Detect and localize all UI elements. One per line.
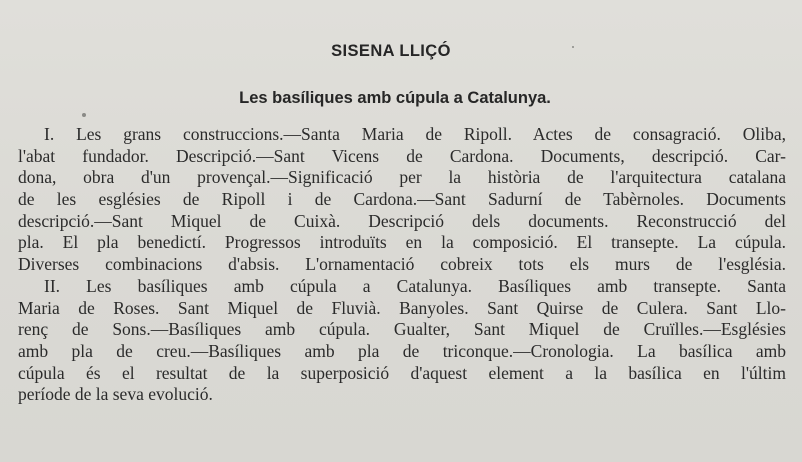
text-line: amb pla de creu.—Basíliques amb pla de triconque.—Cronologia. La basílica amb xyxy=(18,340,786,361)
lesson-body xyxy=(18,124,786,406)
text-line: cúpula és el resultat de la superposició d'aquest element a la basílica en l'últim xyxy=(18,362,786,383)
lesson-subtitle: Les basíliques amb cúpula a Catalunya. xyxy=(239,89,551,107)
text-line: dona, obra d'un provençal.—Significació per la història de l'arquitectura catalana xyxy=(18,167,786,188)
text-line: pla. El pla benedictí. Progressos introduïts en la composició. El transepte. La cúpula. xyxy=(18,232,786,253)
text-line: Diverses combinacions d'absis. L'ornamentació cobreix tots els murs de l'església. xyxy=(18,254,786,275)
text-line: I. Les grans construccions.—Santa Maria de Ripoll. Actes de consagració. Oliba, xyxy=(44,124,786,144)
text-line: descripció.—Sant Miquel de Cuixà. Descripció dels documents. Reconstrucció del xyxy=(18,210,786,231)
text-line: Maria de Roses. Sant Miquel de Fluvià. Banyoles. Sant Quirse de Culera. Sant Llo- xyxy=(18,297,786,318)
text-line: de les esglésies de Ripoll i de Cardona.—Sant Sadurní de Tabèrnoles. Documents xyxy=(18,189,786,210)
lesson-title: SISENA LLIÇÓ xyxy=(331,42,451,60)
text-line: renç de Sons.—Basíliques amb cúpula. Gualter, Sant Miquel de Cruïlles.—Esglésies xyxy=(18,319,786,340)
ink-speck xyxy=(82,113,86,117)
text-line: període de la seva evolució. xyxy=(18,384,213,405)
text-line: II. Les basíliques amb cúpula a Catalunya. Basíliques amb transepte. Santa xyxy=(44,275,786,296)
text-line: l'abat fundador. Descripció.—Sant Vicens de Cardona. Documents, descripció. Car- xyxy=(18,145,786,166)
